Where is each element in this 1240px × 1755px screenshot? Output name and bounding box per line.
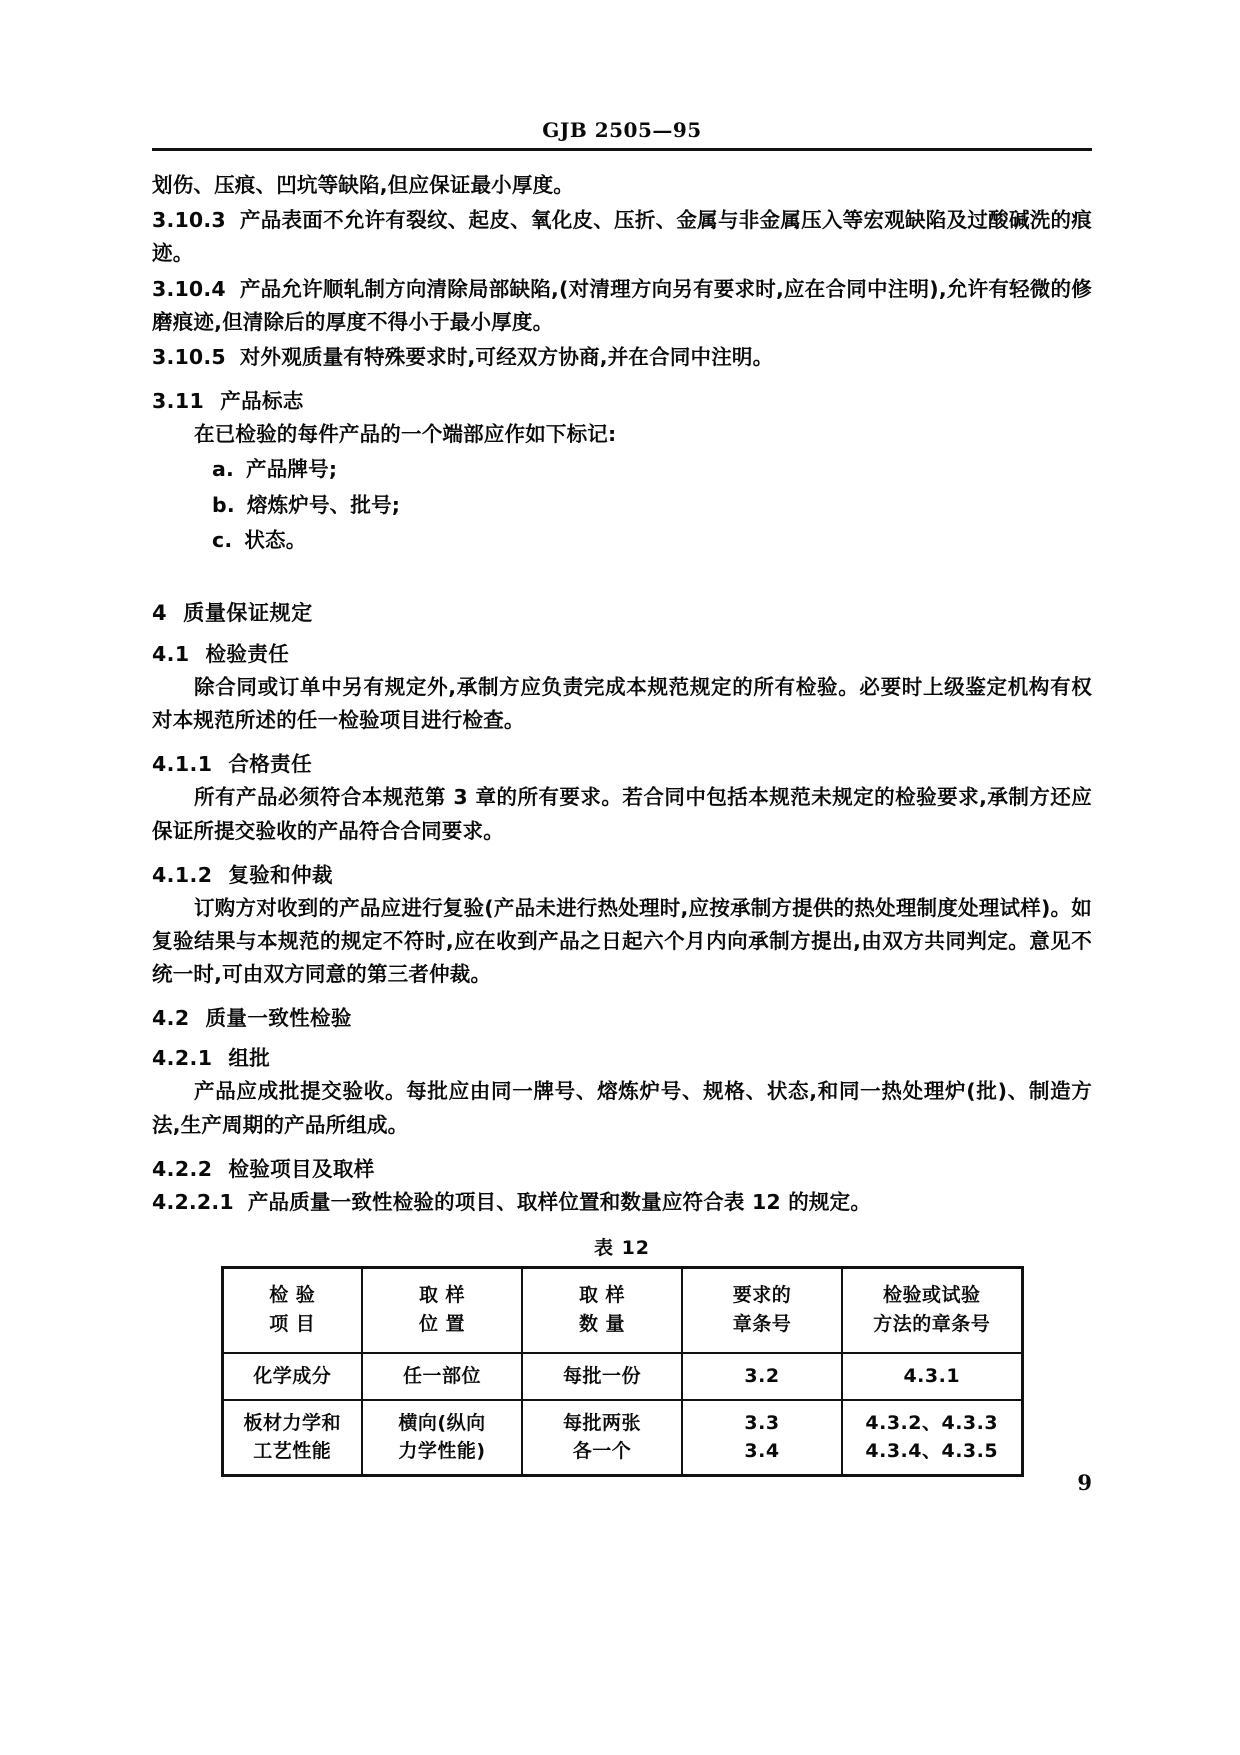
- header-line-2: 章条号: [732, 1312, 792, 1335]
- heading-3-11: [152, 384, 1092, 414]
- cell-method-clause: [842, 1400, 1022, 1476]
- table-row: [222, 1353, 1022, 1400]
- list-marker: a.: [212, 457, 235, 482]
- table-caption: 表 12: [593, 1237, 651, 1260]
- heading-number: 4.2: [152, 1006, 190, 1031]
- header-line-2: 位 置: [418, 1312, 466, 1335]
- heading-title: 检验项目及取样: [228, 1156, 375, 1181]
- clause-number: 4.2.2.1: [152, 1189, 234, 1214]
- header-line-2: 项 目: [269, 1312, 316, 1335]
- running-header: GJB 2505—95: [542, 118, 702, 142]
- cell-inspection-item: [222, 1353, 362, 1400]
- clause-3-10-4: [152, 273, 1092, 339]
- cell-line: 3.4: [744, 1440, 780, 1463]
- header-line-1: 要求的: [732, 1284, 792, 1307]
- cell-sampling-position: [362, 1400, 522, 1476]
- clause-number: 3.10.4: [152, 276, 226, 301]
- continued-paragraph: 划伤、压痕、凹坑等缺陷,但应保证最小厚度。: [152, 173, 574, 197]
- cell-requirement-clause: [682, 1353, 842, 1400]
- list-item-text: 产品牌号;: [246, 457, 338, 482]
- heading-number: 4.1: [152, 642, 190, 667]
- header-line-1: 检 验: [269, 1284, 316, 1307]
- cell-line: 3.3: [744, 1411, 780, 1434]
- clause-text: 产品允许顺轧制方向清除局部缺陷,(对清理方向另有要求时,应在合同中注明),允许有轻微的修磨痕迹,但清除后的厚度不得小于最小厚度。: [152, 276, 1092, 334]
- heading-4-2-1: [152, 1041, 1092, 1071]
- list-item-text: 熔炼炉号、批号;: [246, 492, 401, 517]
- section-spacer: [152, 559, 1092, 581]
- cell-sampling-quantity: [522, 1400, 682, 1476]
- cell-line: 工艺性能: [253, 1440, 332, 1463]
- cell-inspection-item: [222, 1400, 362, 1476]
- clause-text: 对外观质量有特殊要求时,可经双方协商,并在合同中注明。: [239, 345, 774, 370]
- heading-title: 质量一致性检验: [205, 1006, 352, 1031]
- list-item: [152, 453, 1092, 486]
- list-item-text: 状态。: [244, 527, 307, 552]
- heading-title: 产品标志: [220, 389, 304, 414]
- column-header-sampling-position: [362, 1268, 522, 1354]
- heading-title: 复验和仲裁: [228, 862, 333, 887]
- cell-line: 4.3.4、4.3.5: [865, 1440, 999, 1463]
- cell-line: 板材力学和: [243, 1411, 341, 1434]
- heading-title: 质量保证规定: [183, 601, 313, 626]
- heading-number: 4: [152, 601, 168, 626]
- cell-line: 化学成分: [253, 1365, 332, 1388]
- cell-sampling-quantity: [522, 1353, 682, 1400]
- heading-chapter-4: [152, 597, 1092, 627]
- clause-3-10-5: [152, 341, 1092, 374]
- table-12: [221, 1266, 1024, 1477]
- cell-line: 横向(纵向: [398, 1411, 486, 1434]
- header-line-1: 检验或试验: [882, 1284, 981, 1307]
- heading-number: 4.2.2: [152, 1156, 213, 1181]
- list-marker: b.: [212, 492, 235, 517]
- table-header-row: [222, 1268, 1022, 1354]
- heading-4-2: [152, 1001, 1092, 1031]
- clause-4-1-text: 除合同或订单中另有规定外,承制方应负责完成本规范规定的所有检验。必要时上级鉴定机构有权对本规范所述的任一检验项目进行检查。: [152, 675, 1092, 733]
- cell-line: 3.2: [744, 1365, 780, 1388]
- cell-line: 4.3.1: [903, 1365, 961, 1388]
- header-rule: [152, 148, 1092, 151]
- clause-3-10-3: [152, 204, 1092, 270]
- page-number: 9: [1077, 1470, 1092, 1495]
- cell-line: 各一个: [572, 1440, 632, 1463]
- clause-text: 产品质量一致性检验的项目、取样位置和数量应符合表 12 的规定。: [247, 1189, 872, 1214]
- heading-4-1-2: [152, 858, 1092, 888]
- column-header-inspection-item: [222, 1268, 362, 1354]
- cell-sampling-position: [362, 1353, 522, 1400]
- header-line-1: 取 样: [578, 1284, 626, 1307]
- cell-line: 力学性能): [398, 1440, 486, 1463]
- column-header-method-clause: [842, 1268, 1022, 1354]
- heading-number: 3.11: [152, 389, 205, 414]
- page-content: [152, 118, 1092, 1495]
- cell-line: 4.3.2、4.3.3: [865, 1411, 999, 1434]
- heading-title: 组批: [228, 1046, 271, 1071]
- clause-4-1-1-text: 所有产品必须符合本规范第 3 章的所有要求。若合同中包括本规范未规定的检验要求,承制方还应保证所提交验收的产品符合合同要求。: [152, 785, 1092, 843]
- cell-method-clause: [842, 1353, 1022, 1400]
- clause-text: 产品表面不允许有裂纹、起皮、氧化皮、压折、金属与非金属压入等宏观缺陷及过酸碱洗的痕迹。: [152, 208, 1092, 266]
- heading-title: 检验责任: [205, 642, 290, 667]
- heading-4-1-1: [152, 747, 1092, 777]
- column-header-sampling-quantity: [522, 1268, 682, 1354]
- heading-4-1: [152, 637, 1092, 667]
- cell-line: 每批一份: [562, 1365, 641, 1388]
- heading-number: 4.1.1: [152, 752, 213, 777]
- cell-line: 每批两张: [562, 1411, 641, 1434]
- heading-title: 合格责任: [228, 752, 312, 777]
- header-line-2: 方法的章条号: [873, 1312, 991, 1335]
- heading-4-2-2: [152, 1152, 1092, 1182]
- list-item: [152, 524, 1092, 557]
- header-line-2: 数 量: [578, 1312, 626, 1335]
- header-line-1: 取 样: [418, 1284, 466, 1307]
- column-header-requirement-clause: [682, 1268, 842, 1354]
- clause-4-1-2-text: 订购方对收到的产品应进行复验(产品未进行热处理时,应按承制方提供的热处理制度处理试样)。如复验结果与本规范的规定不符时,应在收到产品之日起六个月内向承制方提出,由双方共同判定。意见不统一时,可由双方同意的第三者仲裁。: [152, 895, 1092, 987]
- heading-number: 4.1.2: [152, 862, 213, 887]
- list-item: [152, 489, 1092, 522]
- clause-4-2-2-1: [152, 1186, 1092, 1219]
- clause-3-11-intro: 在已检验的每件产品的一个端部应作如下标记:: [194, 422, 617, 447]
- clause-number: 3.10.5: [152, 345, 226, 370]
- heading-number: 4.2.1: [152, 1046, 213, 1071]
- cell-line: 任一部位: [402, 1365, 481, 1388]
- list-marker: c.: [212, 527, 233, 552]
- table-row: [222, 1400, 1022, 1476]
- clause-4-2-1-text: 产品应成批提交验收。每批应由同一牌号、熔炼炉号、规格、状态,和同一热处理炉(批)、制造方法,生产周期的产品所组成。: [152, 1079, 1092, 1137]
- cell-requirement-clause: [682, 1400, 842, 1476]
- clause-number: 3.10.3: [152, 208, 226, 233]
